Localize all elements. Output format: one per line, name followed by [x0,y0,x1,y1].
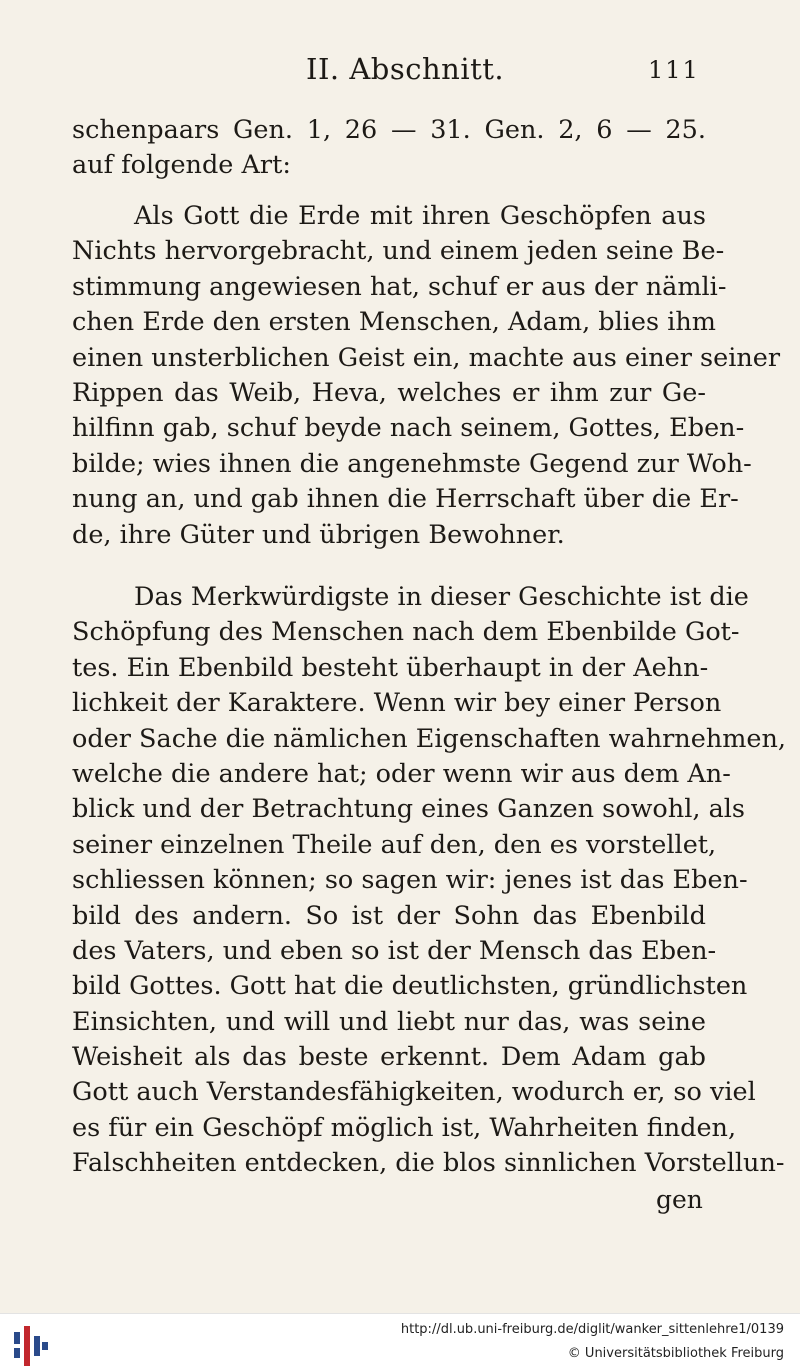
text-line: schenpaars Gen. 1, 26 — 31. Gen. 2, 6 — 25. [72,115,706,145]
viewer-footer [0,1313,800,1372]
text-line: hilfinn gab, schuf beyde nach seinem, Gottes, Eben- [72,413,745,444]
text-line: Weisheit als das beste erkennt. Dem Adam gab [72,1042,706,1073]
text-line: Nichts hervorgebracht, und einem jeden seine Be- [72,236,725,267]
text-line: lichkeit der Karaktere. Wenn wir bey einer Person [72,688,722,719]
copyright-text: © Universitätsbibliothek Freiburg [567,1346,784,1361]
text-line: Rippen das Weib, Heva, welches er ihm zur Ge- [72,377,706,408]
text-line: nung an, und gab ihnen die Herrschaft über die Er- [72,484,739,515]
text-line: de, ihre Güter und übrigen Bewohner. [72,519,565,550]
section-title: II. Abschnitt. [306,52,505,86]
ub-freiburg-logo-icon[interactable] [14,1326,48,1366]
text-line: Als Gott die Erde mit ihren Geschöpfen aus [134,201,706,231]
text-line: Schöpfung des Menschen nach dem Ebenbilde Got- [72,617,740,648]
text-line: tes. Ein Ebenbild besteht überhaupt in der Aehn- [72,652,709,683]
paragraph [72,199,781,553]
text-line: welche die andere hat; oder wenn wir aus dem An- [72,758,731,789]
paragraph [72,580,787,1182]
text-line: auf folgende Art: [72,150,291,181]
text-line: blick und der Betrachtung eines Ganzen sowohl, als [72,794,746,825]
text-line: es für ein Geschöpf möglich ist, Wahrheiten finden, [72,1112,737,1143]
paragraph-continuation [72,113,706,184]
text-line: seiner einzelnen Theile auf den, den es vorstellet, [72,829,717,860]
text-line: stimmung angewiesen hat, schuf er aus der nämli- [72,271,727,302]
catchword: gen [656,1185,703,1214]
text-line: Das Merkwürdigste in dieser Geschichte ist die [134,582,749,612]
text-line: Falschheiten entdecken, die blos sinnlichen Vorstellun- [72,1148,785,1179]
text-line: Gott auch Verstandesfähigkeiten, wodurch er, so viel [72,1077,756,1108]
text-line: oder Sache die nämlichen Eigenschaften wahrnehmen, [72,723,787,754]
page-number: 111 [648,56,700,84]
permalink-url[interactable]: http://dl.ub.uni-freiburg.de/diglit/wanker_sittenlehre1/0139 [400,1322,784,1337]
running-header [0,52,800,92]
text-line: bilde; wies ihnen die angenehmste Gegend zur Woh- [72,448,752,479]
text-line: bild des andern. So ist der Sohn das Ebenbild [72,900,706,931]
text-line: einen unsterblichen Geist ein, machte aus einer seiner [72,342,781,373]
text-line: des Vaters, und eben so ist der Mensch das Eben- [72,935,717,966]
text-line: bild Gottes. Gott hat die deutlichsten, gründlichsten [72,971,748,1002]
text-line: Einsichten, und will und liebt nur das, was seine [72,1006,706,1037]
text-line: schliessen können; so sagen wir: jenes ist das Eben- [72,865,748,896]
text-line: chen Erde den ersten Menschen, Adam, blies ihm [72,307,716,338]
